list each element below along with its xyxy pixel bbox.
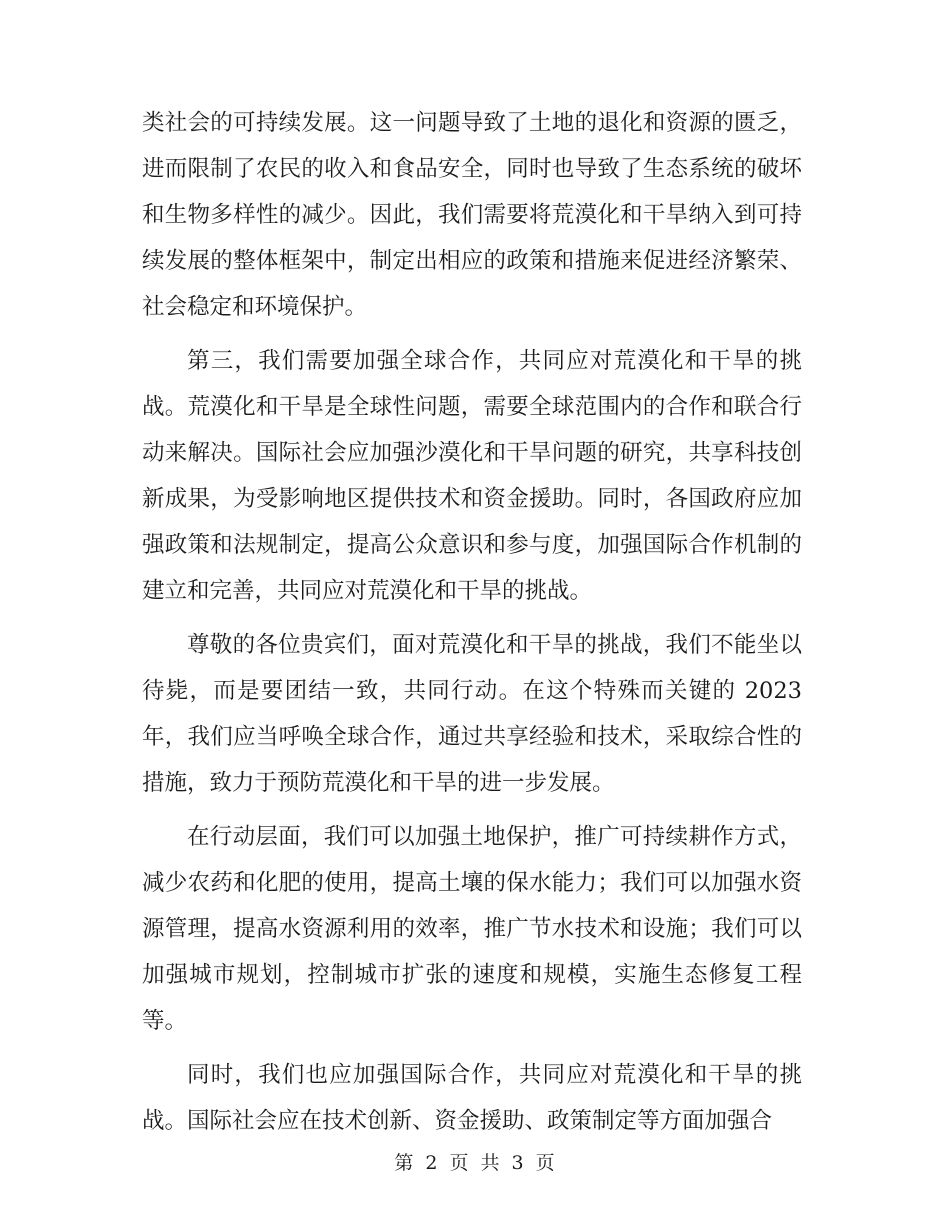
paragraph-2: 第三，我们需要加强全球合作，共同应对荒漠化和干旱的挑战。荒漠化和干旱是全球性问题，需要全球范围内的合作和联合行动来解决。国际社会应加强沙漠化和干旱问题的研究，共享科技创新成果，为受影响地区提供技术和资金援助。同时，各国政府应加强政策和法规制定，提高公众意识和参与度，加强国际合作机制的建立和完善，共同应对荒漠化和干旱的挑战。 (142, 348, 802, 604)
document-body (142, 100, 802, 1144)
paragraph-5: 同时，我们也应加强国际合作，共同应对荒漠化和干旱的挑战。国际社会应在技术创新、资金援助、政策制定等方面加强合 (142, 1062, 802, 1134)
page-number-footer: 第 2 页 共 3 页 (394, 1152, 556, 1174)
paragraph-4: 在行动层面，我们可以加强土地保护，推广可持续耕作方式，减少农药和化肥的使用，提高土壤的保水能力；我们可以加强水资源管理，提高水资源利用的效率，推广节水技术和设施；我们可以加强城市规划，控制城市扩张的速度和规模，实施生态修复工程等。 (142, 824, 802, 1034)
paragraph-3: 尊敬的各位贵宾们，面对荒漠化和干旱的挑战，我们不能坐以待毙，而是要团结一致，共同行动。在这个特殊而关键的 2023 年，我们应当呼唤全球合作，通过共享经验和技术，采取综合性的措施，致力于预防荒漠化和干旱的进一步发展。 (142, 632, 802, 796)
paragraph-1: 类社会的可持续发展。这一问题导致了土地的退化和资源的匮乏，进而限制了农民的收入和食品安全，同时也导致了生态系统的破坏和生物多样性的减少。因此，我们需要将荒漠化和干旱纳入到可持续发展的整体框架中，制定出相应的政策和措施来促进经济繁荣、社会稳定和环境保护。 (142, 110, 802, 320)
